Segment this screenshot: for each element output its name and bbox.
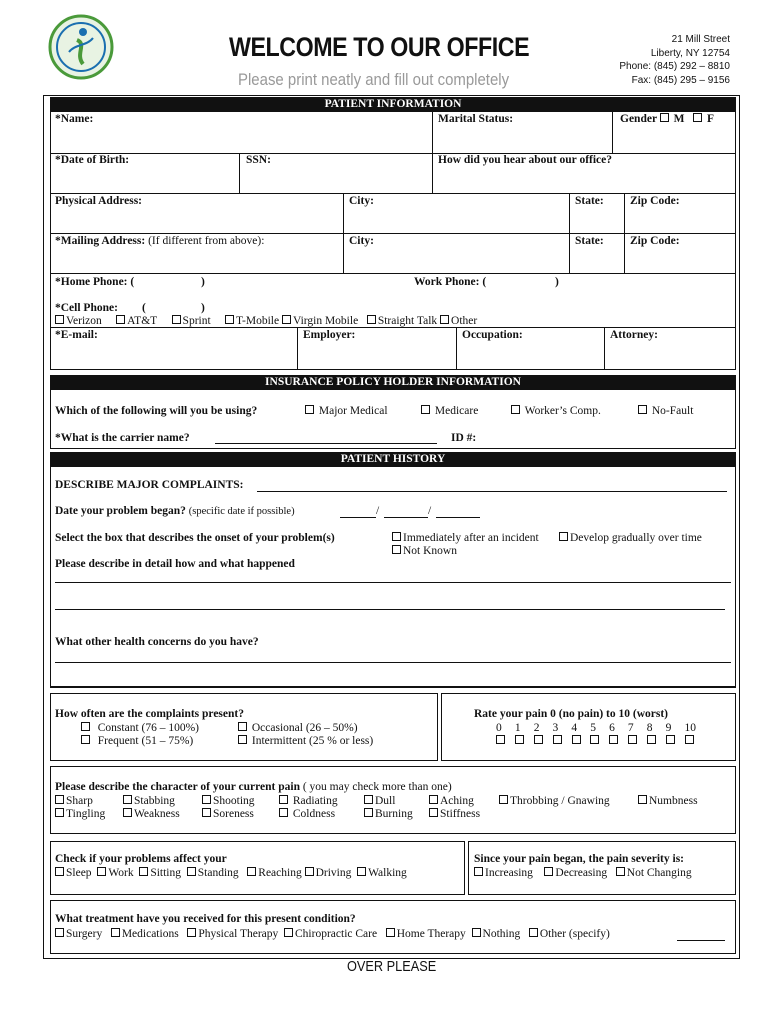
char-radiating[interactable]: Radiating [279, 795, 338, 807]
insurance-major-medical[interactable]: Major Medical [305, 405, 388, 417]
surgery-checkbox[interactable] [55, 928, 64, 937]
pain-4-checkbox[interactable] [572, 735, 581, 744]
char-stiffness[interactable]: Stiffness [429, 808, 480, 820]
freq-constant-checkbox[interactable] [81, 722, 90, 731]
date-began-field[interactable]: Date your problem began? (specific date if possible) [55, 505, 295, 517]
onset-gradual[interactable]: Develop gradually over time [559, 532, 702, 544]
pain-9-checkbox[interactable] [666, 735, 675, 744]
burning-checkbox[interactable] [364, 808, 373, 817]
onset-immediate-checkbox[interactable] [392, 532, 401, 541]
weakness-checkbox[interactable] [123, 808, 132, 817]
over-please: OVER PLEASE [347, 958, 437, 975]
physical-address-field[interactable]: Physical Address: [55, 195, 143, 207]
severity-title: Since your pain began, the pain severity is: [474, 853, 684, 865]
pain-scale-checkboxes [496, 735, 696, 744]
other-concerns-line[interactable] [55, 662, 731, 663]
treatment-title: What treatment have you received for this present condition? [55, 913, 356, 925]
physical-state-field[interactable]: State: [575, 195, 604, 207]
dull-checkbox[interactable] [364, 795, 373, 804]
gender-f-checkbox[interactable] [693, 113, 702, 122]
driving-checkbox[interactable] [305, 867, 314, 876]
standing-checkbox[interactable] [187, 867, 196, 876]
shooting-checkbox[interactable] [202, 795, 211, 804]
insurance-medicare[interactable]: Medicare [421, 405, 478, 417]
medications-checkbox[interactable] [111, 928, 120, 937]
onset-unknown[interactable]: Not Known [392, 545, 457, 557]
onset-immediate[interactable]: Immediately after an incident [392, 532, 539, 544]
tingling-checkbox[interactable] [55, 808, 64, 817]
tmobile-checkbox[interactable] [225, 315, 234, 324]
severity-options: Increasing Decreasing Not Changing [474, 867, 692, 879]
char-numbness[interactable]: Numbness [638, 795, 698, 807]
char-shooting[interactable]: Shooting [202, 795, 255, 807]
attorney-field[interactable]: Attorney: [610, 329, 658, 341]
coldness-checkbox[interactable] [279, 808, 288, 817]
pain-5-checkbox[interactable] [590, 735, 599, 744]
ssn-field[interactable]: SSN: [246, 154, 271, 166]
char-sharp[interactable]: Sharp [55, 795, 93, 807]
page-title: WELCOME TO OUR OFFICE [229, 32, 530, 62]
chiropractic-checkbox[interactable] [284, 928, 293, 937]
medicare-checkbox[interactable] [421, 405, 430, 414]
mailing-state-field[interactable]: State: [575, 235, 604, 247]
office-address: 21 Mill Street Liberty, NY 12754 Phone: (845) 292 – 8810 Fax: (845) 295 – 9156 [619, 34, 730, 86]
not-changing-checkbox[interactable] [616, 867, 625, 876]
section-header-patient-info: PATIENT INFORMATION [50, 97, 736, 111]
insurance-no-fault[interactable]: No-Fault [638, 405, 693, 417]
carrier-name-line[interactable] [215, 443, 437, 444]
marital-status-field[interactable]: Marital Status: [438, 113, 514, 125]
pain-character-title: Please describe the character of your current pain ( you may check more than one) [55, 781, 452, 793]
pain-rating-title: Rate your pain 0 (no pain) to 10 (worst) [474, 708, 669, 720]
home-therapy-checkbox[interactable] [386, 928, 395, 937]
pain-3-checkbox[interactable] [553, 735, 562, 744]
char-stabbing[interactable]: Stabbing [123, 795, 175, 807]
char-weakness[interactable]: Weakness [123, 808, 180, 820]
increasing-checkbox[interactable] [474, 867, 483, 876]
workers-comp-checkbox[interactable] [511, 405, 520, 414]
home-phone-field[interactable]: *Home Phone: ( [55, 276, 135, 288]
dob-field[interactable]: *Date of Birth: [55, 154, 130, 166]
other-treatment-line[interactable] [677, 940, 725, 941]
other-carrier-line[interactable] [518, 327, 728, 328]
occupation-field[interactable]: Occupation: [462, 329, 523, 341]
sitting-checkbox[interactable] [139, 867, 148, 876]
char-soreness[interactable]: Soreness [202, 808, 254, 820]
work-phone-field[interactable]: Work Phone: ( [414, 276, 487, 288]
radiating-checkbox[interactable] [279, 795, 288, 804]
soreness-checkbox[interactable] [202, 808, 211, 817]
att-checkbox[interactable] [116, 315, 125, 324]
sharp-checkbox[interactable] [55, 795, 64, 804]
major-medical-checkbox[interactable] [305, 405, 314, 414]
aching-checkbox[interactable] [429, 795, 438, 804]
home-phone-close: ) [201, 276, 205, 288]
mailing-city-field[interactable]: City: [349, 235, 374, 247]
char-burning[interactable]: Burning [364, 808, 413, 820]
pain-6-checkbox[interactable] [609, 735, 618, 744]
mailing-address-field[interactable]: *Mailing Address: (If different from above): [55, 235, 265, 247]
walking-checkbox[interactable] [357, 867, 366, 876]
cell-phone-field[interactable]: *Cell Phone: [55, 302, 118, 314]
carrier-options: Verizon AT&T Sprint T-Mobile Virgin Mobile Straight Talk Other [55, 315, 477, 327]
cell-phone-close: ) [201, 302, 205, 314]
freq-occasional-checkbox[interactable] [238, 722, 247, 731]
describe-detail: Please describe in detail how and what happened [55, 558, 295, 570]
mailing-zip-field[interactable]: Zip Code: [630, 235, 680, 247]
sleep-checkbox[interactable] [55, 867, 64, 876]
freq-constant[interactable]: Constant (76 – 100%) [81, 722, 199, 734]
treatment-options: Surgery Medications Physical Therapy Chiropractic Care Home Therapy Nothing Other (specify) [55, 928, 610, 940]
describe-line-2[interactable] [55, 609, 725, 610]
decreasing-checkbox[interactable] [544, 867, 553, 876]
page-subtitle: Please print neatly and fill out completely [238, 70, 510, 89]
id-number-field[interactable]: ID #: [451, 432, 477, 444]
physical-city-field[interactable]: City: [349, 195, 374, 207]
work-checkbox[interactable] [97, 867, 106, 876]
work-phone-close: ) [555, 276, 559, 288]
onset-unknown-checkbox[interactable] [392, 545, 401, 554]
physical-therapy-checkbox[interactable] [187, 928, 196, 937]
char-throbbing[interactable]: Throbbing / Gnawing [499, 795, 610, 807]
other-concerns: What other health concerns do you have? [55, 636, 259, 648]
freq-intermittent-checkbox[interactable] [238, 735, 247, 744]
pain-scale-numbers: 0 1 2 3 4 5 6 7 8 9 10 [496, 722, 696, 734]
gender-field[interactable]: Gender M F [620, 113, 714, 125]
name-field[interactable]: *Name: [55, 113, 94, 125]
verizon-checkbox[interactable] [55, 315, 64, 324]
no-fault-checkbox[interactable] [638, 405, 647, 414]
other-treatment-checkbox[interactable] [529, 928, 538, 937]
char-aching[interactable]: Aching [429, 795, 474, 807]
stiffness-checkbox[interactable] [429, 808, 438, 817]
pain-2-checkbox[interactable] [534, 735, 543, 744]
complaints-field[interactable]: DESCRIBE MAJOR COMPLAINTS: [55, 479, 244, 491]
throbbing-checkbox[interactable] [499, 795, 508, 804]
section-header-history: PATIENT HISTORY [50, 452, 736, 466]
freq-frequent-checkbox[interactable] [81, 735, 90, 744]
pain-1-checkbox[interactable] [515, 735, 524, 744]
sprint-checkbox[interactable] [172, 315, 181, 324]
pain-7-checkbox[interactable] [628, 735, 637, 744]
char-tingling[interactable]: Tingling [55, 808, 105, 820]
office-logo [47, 14, 115, 80]
char-coldness[interactable]: Coldness [279, 808, 335, 820]
pain-scale [496, 722, 696, 744]
numbness-checkbox[interactable] [638, 795, 647, 804]
freq-occasional[interactable]: Occasional (26 – 50%) [238, 722, 358, 734]
onset-gradual-checkbox[interactable] [559, 532, 568, 541]
other-carrier-checkbox[interactable] [440, 315, 449, 324]
virgin-checkbox[interactable] [282, 315, 291, 324]
affect-options: Sleep Work Sitting Standing Reaching Driving Walking [55, 867, 407, 879]
affect-title: Check if your problems affect your [55, 853, 227, 865]
describe-line-1[interactable] [55, 582, 731, 583]
physical-zip-field[interactable]: Zip Code: [630, 195, 680, 207]
section-header-insurance: INSURANCE POLICY HOLDER INFORMATION [50, 375, 736, 389]
straight-talk-checkbox[interactable] [367, 315, 376, 324]
pain-8-checkbox[interactable] [647, 735, 656, 744]
freq-intermittent[interactable]: Intermittent (25 % or less) [238, 735, 373, 747]
nothing-checkbox[interactable] [472, 928, 481, 937]
cell-phone-open: ( [142, 302, 146, 314]
carrier-name-field[interactable]: *What is the carrier name? [55, 432, 190, 444]
freq-frequent[interactable]: Frequent (51 – 75%) [81, 735, 193, 747]
onset-question: Select the box that describes the onset of your problem(s) [55, 532, 335, 544]
insurance-question: Which of the following will you be using? [55, 405, 258, 417]
reaching-checkbox[interactable] [247, 867, 256, 876]
pain-0-checkbox[interactable] [496, 735, 505, 744]
employer-field[interactable]: Employer: [303, 329, 356, 341]
referral-field[interactable]: How did you hear about our office? [438, 154, 613, 166]
gender-m-checkbox[interactable] [660, 113, 669, 122]
history-box [50, 466, 736, 688]
treatment-box [50, 900, 736, 954]
email-field[interactable]: *E-mail: [55, 329, 98, 341]
insurance-workers-comp[interactable]: Worker’s Comp. [511, 405, 601, 417]
frequency-title: How often are the complaints present? [55, 708, 244, 720]
stabbing-checkbox[interactable] [123, 795, 132, 804]
char-dull[interactable]: Dull [364, 795, 395, 807]
pain-10-checkbox[interactable] [685, 735, 694, 744]
